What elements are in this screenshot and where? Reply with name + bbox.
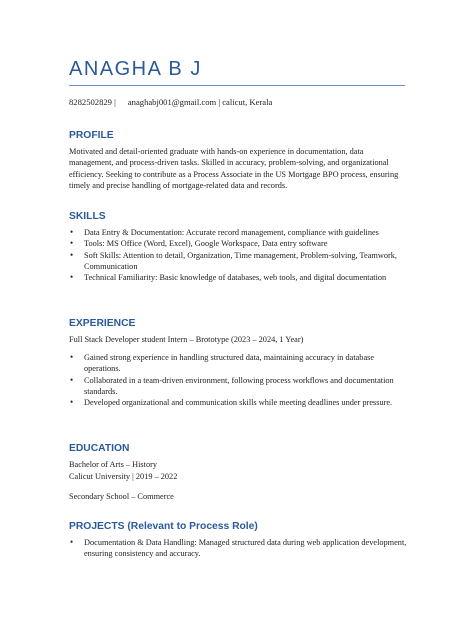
- skill-item: • Soft Skills: Attention to detail, Organization, Time management, Problem-solving, Teamwork, Communication: [69, 250, 409, 273]
- experience-item: • Collaborated in a team-driven environment, following process workflows and documentation standards.: [69, 375, 409, 398]
- education-degree: Bachelor of Arts – History: [69, 460, 158, 469]
- experience-role: Full Stack Developer student Intern – Brototype (2023 – 2024, 1 Year): [69, 335, 304, 344]
- skills-list: [69, 227, 409, 283]
- header-divider: [69, 85, 405, 86]
- profile-heading: PROFILE: [69, 130, 114, 141]
- candidate-name: ANAGHA B J: [69, 58, 202, 80]
- contact-phone: 8282502829 |: [69, 97, 116, 107]
- experience-list: [69, 352, 409, 408]
- project-item: • Documentation & Data Handling: Managed structured data during web application development, ensuring consistency and accuracy.: [69, 537, 409, 560]
- skill-item: • Tools: MS Office (Word, Excel), Google Workspace, Data entry software: [69, 238, 409, 249]
- skill-item: • Data Entry & Documentation: Accurate record management, compliance with guidelines: [69, 227, 409, 238]
- experience-heading: EXPERIENCE: [69, 318, 136, 329]
- experience-item: • Developed organizational and communication skills while meeting deadlines under pressure.: [69, 397, 409, 408]
- projects-heading: PROJECTS (Relevant to Process Role): [69, 521, 258, 532]
- profile-text: Motivated and detail-oriented graduate with hands-on experience in documentation, data management, and process-driven tasks. Skilled in accuracy, problem-solving, and organizational efficiency. Seeking to contribute as a Process Associate in the US Mortgage BPO process, ensuring timely and precise handling of mortgage-related data and records.: [69, 147, 399, 190]
- contact-line: [69, 97, 272, 107]
- experience-item: • Gained strong experience in handling structured data, maintaining accuracy in database operations.: [69, 352, 409, 375]
- education-school: Secondary School – Commerce: [69, 492, 174, 501]
- contact-details: anaghabj001@gmail.com | calicut, Kerala: [127, 97, 273, 107]
- education-heading: EDUCATION: [69, 443, 130, 454]
- skill-item: • Technical Familiarity: Basic knowledge of databases, web tools, and digital documentation: [69, 272, 409, 283]
- projects-list: [69, 537, 409, 560]
- education-university: Calicut University | 2019 – 2022: [69, 472, 178, 481]
- skills-heading: SKILLS: [69, 211, 106, 222]
